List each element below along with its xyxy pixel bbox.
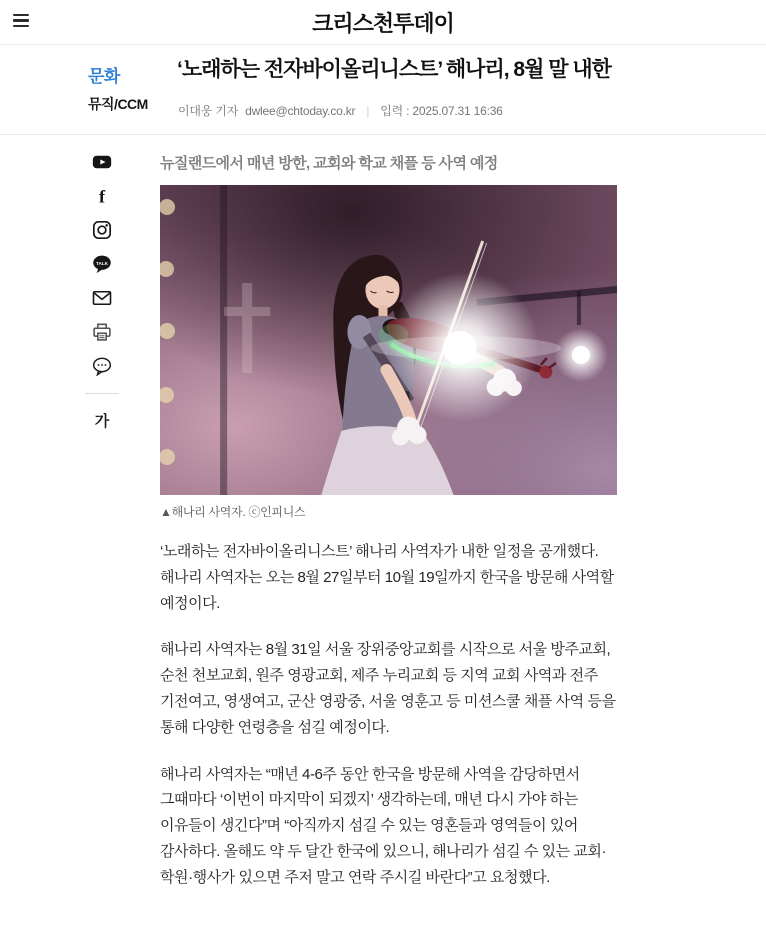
category-column bbox=[88, 62, 148, 114]
rail-divider bbox=[85, 393, 119, 394]
page-title: ‘노래하는 전자바이올리니스트’ 해나리, 8월 말 내한 bbox=[177, 58, 611, 81]
instagram-icon[interactable] bbox=[92, 220, 112, 240]
photo-caption: ▲해나리 사역자. ⓒ인피니스 bbox=[160, 505, 306, 519]
article-paragraph-1: ‘노래하는 전자바이올리니스트’ 해나리 사역자가 내한 일정을 공개했다. 해나리 사역자는 오는 8월 27일부터 10월 19일까지 한국을 방문해 사역할 예정이다. bbox=[160, 543, 614, 612]
comment-icon[interactable] bbox=[92, 356, 112, 376]
published-timestamp: 입력 : 2025.07.31 16:36 bbox=[380, 104, 503, 118]
article-body bbox=[160, 152, 627, 891]
stage-photo-illustration bbox=[160, 185, 617, 495]
print-icon[interactable] bbox=[92, 322, 112, 342]
reporter-name: 이대웅 기자 bbox=[178, 104, 239, 118]
article-header bbox=[0, 45, 766, 135]
article-paragraph-3: 해나리 사역자는 “매년 4-6주 동안 한국을 방문해 사역을 감당하면서 그때마다 ‘이번이 마지막이 되겠지’ 생각하는데, 매년 다시 가야 하는 이유들이 생긴다”며 “아직까지 섬길 수 있는 영혼들과 영역들이 있어 감사하다. 올해도 약 두 달간 한국에 있으니, 해나리가 섬길 수 있는 교회·학원·행사가 있으면 주저 말고 연락 주시길 바란다”고 요청했다. bbox=[160, 765, 606, 886]
subcategory-link[interactable]: 뮤직/CCM bbox=[88, 96, 148, 112]
article-content bbox=[0, 135, 766, 942]
youtube-icon[interactable] bbox=[92, 152, 112, 172]
facebook-icon[interactable] bbox=[92, 186, 112, 206]
hamburger-menu-icon[interactable] bbox=[13, 14, 29, 27]
category-link[interactable]: 문화 bbox=[88, 67, 120, 86]
font-size-button[interactable]: 가 bbox=[94, 413, 110, 430]
byline bbox=[178, 102, 503, 119]
article-subheading: 뉴질랜드에서 매년 방한, 교회와 학교 채플 등 사역 예정 bbox=[160, 155, 498, 172]
email-icon[interactable] bbox=[92, 288, 112, 308]
article-photo bbox=[160, 185, 617, 495]
article-paragraph-2: 해나리 사역자는 8월 31일 서울 장위중앙교회를 시작으로 서울 방주교회, 순천 천보교회, 원주 영광교회, 제주 누리교회 등 지역 교회 사역과 전주 기전여고, 영생여고, 군산 영광중, 서울 영훈고 등 미션스쿨 채플 사역 등을 통해 다양한 연령층을 섬길 예정이다. bbox=[160, 641, 616, 736]
byline-divider: | bbox=[366, 103, 370, 118]
svg-text:TALK: TALK bbox=[95, 260, 109, 266]
site-logo[interactable]: 크리스천투데이 bbox=[312, 10, 454, 36]
reporter-email[interactable]: dwlee@chtoday.co.kr bbox=[245, 103, 356, 118]
share-rail bbox=[86, 152, 118, 431]
kakaotalk-icon[interactable] bbox=[92, 254, 112, 274]
top-bar bbox=[0, 0, 766, 45]
svg-text:f: f bbox=[98, 186, 106, 206]
